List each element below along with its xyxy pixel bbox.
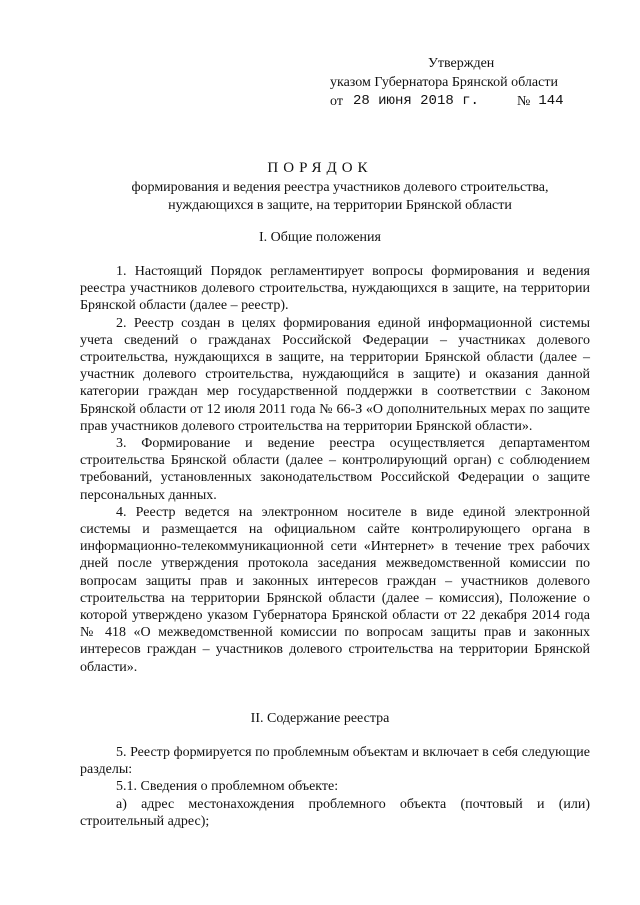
section-1-body (80, 263, 590, 676)
section-2-body (80, 744, 590, 830)
paragraph-1: 1. Настоящий Порядок регламентирует вопросы формирования и ведения реестра участников долевого строительства, нуждающихся в защите, на территории Брянской области (далее – реестр). (80, 264, 590, 314)
paragraph-5: 5. Реестр формируется по проблемным объектам и включает в себя следующие разделы: (80, 745, 590, 778)
decree-date: 28 июня 2018 г. (352, 93, 479, 109)
subtitle-line-2: нуждающихся в защите, на территории Брянской области (168, 198, 512, 213)
paragraph-3: 3. Формирование и ведение реестра осуществляется департаментом строительства Брянской области (далее – контролирующий орган) с соблюдением требований, установленных законодательством Российской Федерации о защите персональных данных. (80, 436, 590, 503)
approval-line-approved: Утвержден (428, 56, 495, 71)
paragraph-5-1: 5.1. Сведения о проблемном объекте: (116, 779, 339, 795)
section-1-heading: I. Общие положения (259, 230, 381, 245)
date-prefix: от (330, 94, 343, 109)
approval-block (330, 54, 620, 111)
document-title: ПОРЯДОК (267, 160, 373, 176)
paragraph-2: 2. Реестр создан в целях формирования единой информационной системы учета сведений о гражданах Российской Федерации – участниках долевого строительства, нуждающихся в защите, на территории Брянской области (далее – участник долевого строительства, нуждающийся в защите) и оказания данной категории граждан мер государственной поддержки в соответствии с Законом Брянской области от 12 июля 2011 года № 66-З «О дополнительных мерах по защите прав участников долевого строительства на территории Брянской области». (80, 315, 590, 434)
approval-line-date (330, 92, 620, 111)
paragraph-5-1-a: а) адрес местонахождения проблемного объекта (почтовый и (или) строительный адрес); (80, 796, 590, 829)
subtitle-line-1: формирования и ведения реестра участников долевого строительства, (131, 180, 549, 195)
paragraph-4: 4. Реестр ведется на электронном носителе в виде единой электронной системы и размещается на официальном сайте контролирующего органа в информационно-телекоммуникационной сети «Интернет» в течение трех рабочих дней после утверждения протокола заседания межведомственной комиссии по вопросам защиты прав и законных интересов граждан – участников долевого строительства на территории Брянской области (далее – комиссия), Положение о которой утверждено указом Губернатора Брянской области от 22 декабря 2014 года № 418 «О межведомственной комиссии по вопросам защиты прав и законных интересов граждан – участников долевого строительства на территории Брянской области». (80, 504, 590, 675)
decree-number: 144 (538, 93, 564, 109)
section-2-heading: II. Содержание реестра (250, 711, 390, 726)
document-subtitle (90, 179, 590, 215)
number-label: № (516, 94, 531, 109)
approval-line-decree: указом Губернатора Брянской области (330, 75, 558, 90)
